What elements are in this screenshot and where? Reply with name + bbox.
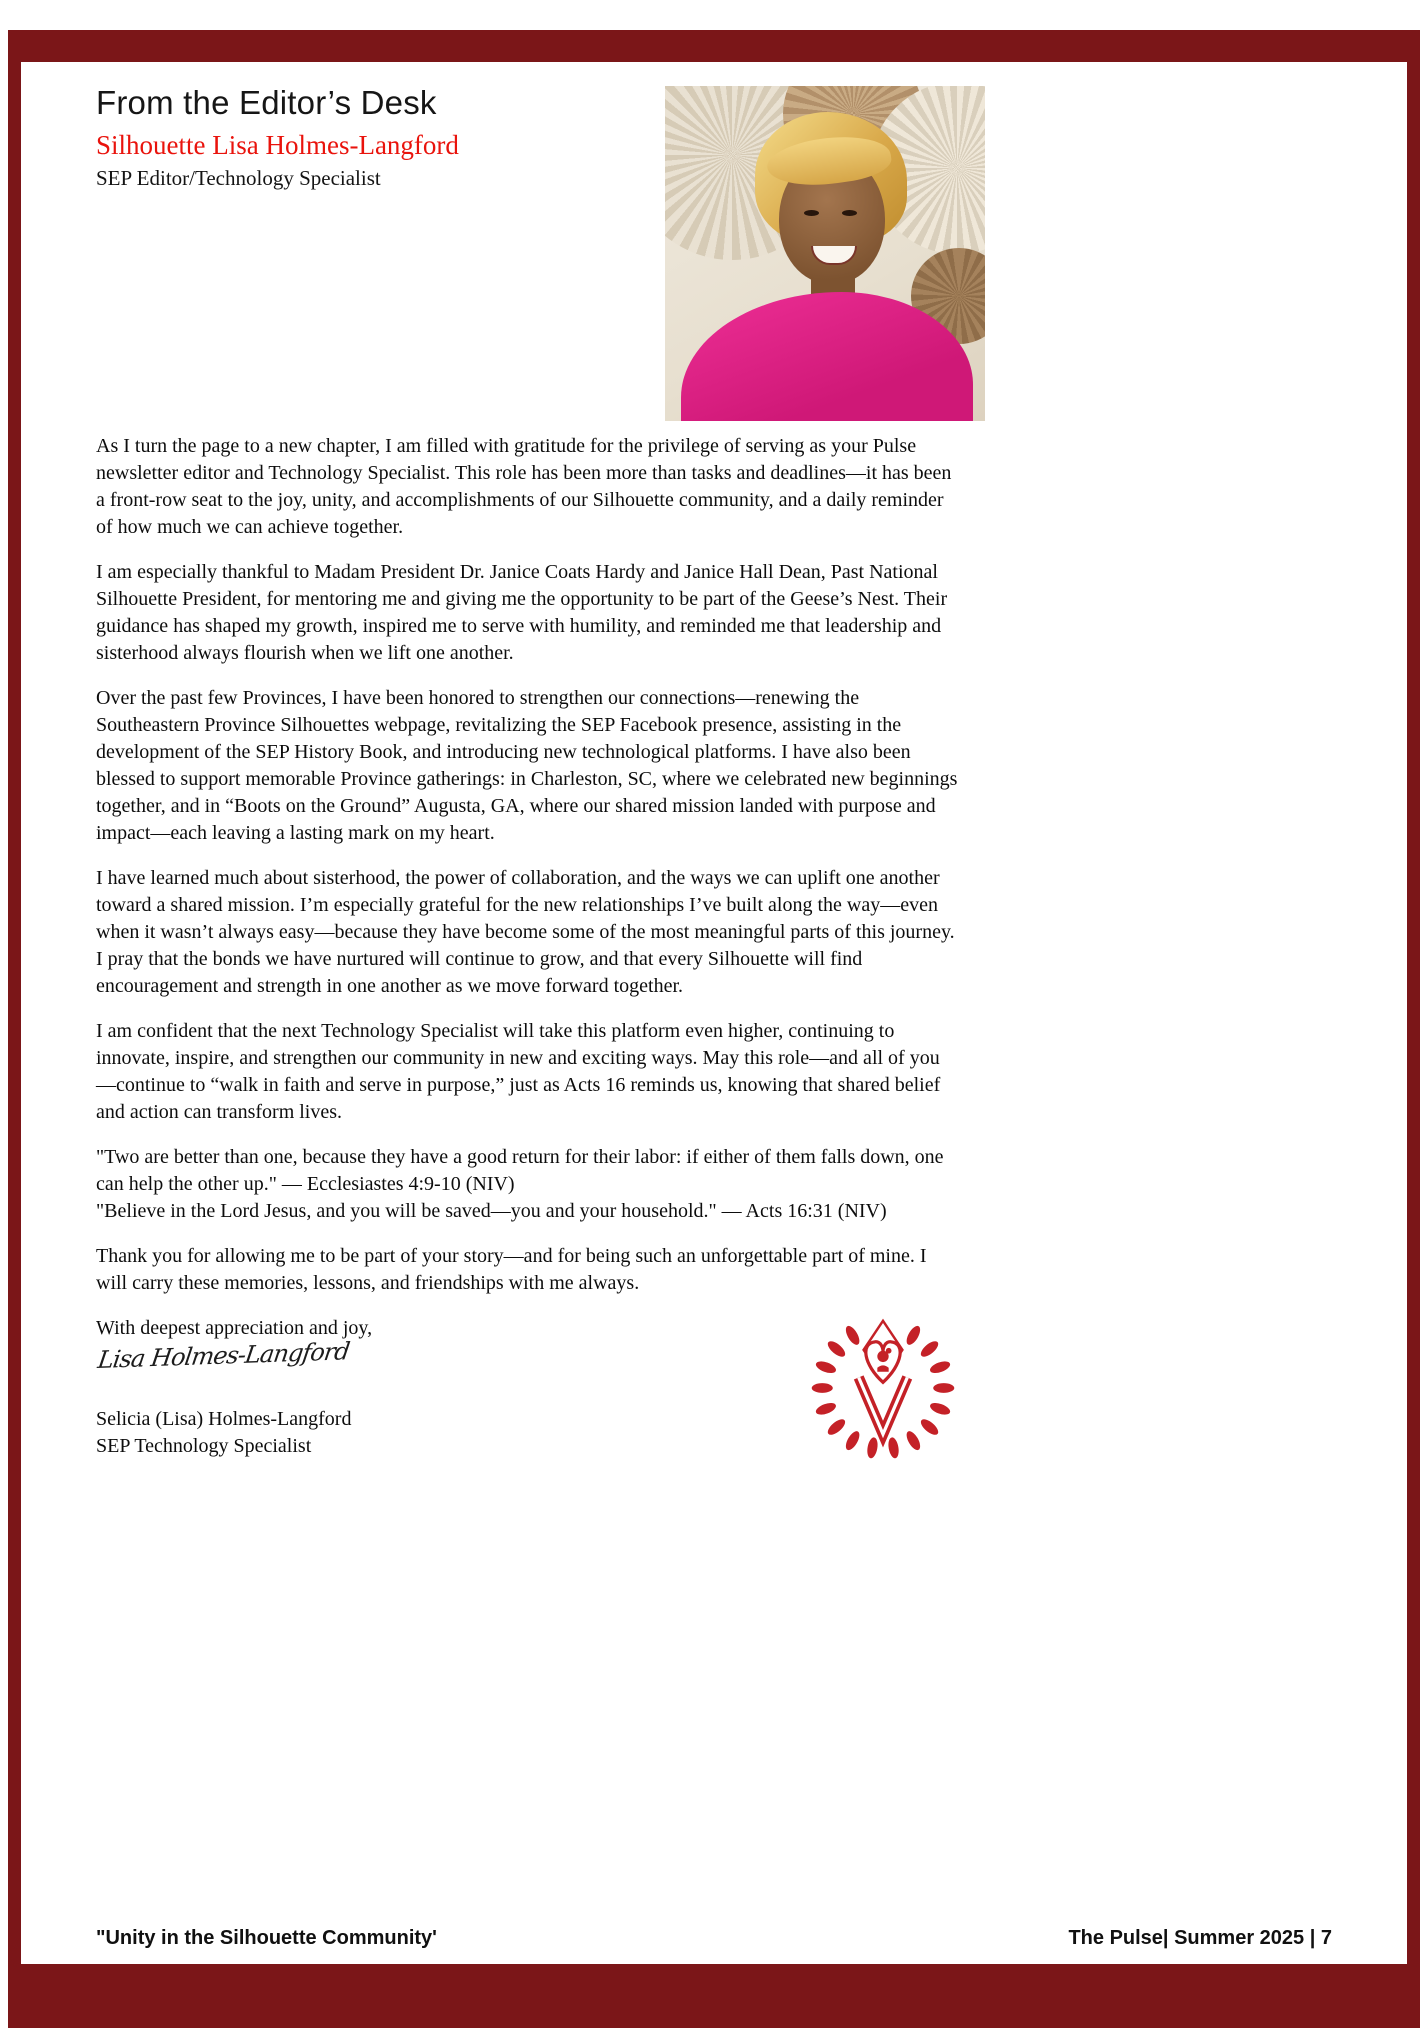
letter-paragraph: Over the past few Provinces, I have been honored to strengthen our connections—renewing the Southeastern Province Silhouettes webpage, revitalizing the SEP Facebook presence, assisting in the development of the SEP History Book, and introducing new technological platforms. I have also been blessed to support memorable Province gatherings: in Charleston, SC, where we celebrated new beginnings together, and in “Boots on the Ground” Augusta, GA, where our shared mission landed with purpose and impact—each leaving a lasting mark on my heart.	[96, 687, 958, 844]
letter-paragraph: Thank you for allowing me to be part of your story—and for being such an unforgettable part of mine. I will carry these memories, lessons, and friendships with me always.	[96, 1245, 927, 1294]
v-monogram-icon	[859, 1377, 908, 1434]
editor-smile	[811, 246, 857, 265]
scripture-quote: "Believe in the Lord Jesus, and you will be saved—you and your household." — Acts 16:31 (NIV)	[96, 1200, 887, 1222]
page-title: From the Editor’s Desk	[96, 84, 437, 121]
scripture-quote: "Two are better than one, because they have a good return for their labor: if either of them falls down, one can help the other up." — Ecclesiastes 4:9-10 (NIV)	[96, 1146, 944, 1195]
silhouettes-crest-logo	[802, 1288, 964, 1488]
page-footer	[96, 1927, 1332, 1950]
editor-eye	[842, 210, 857, 216]
footer-issue-page: The Pulse| Summer 2025 | 7	[1068, 1927, 1332, 1949]
scripture-quotes	[96, 1144, 958, 1225]
letter-paragraph: I am especially thankful to Madam President Dr. Janice Coats Hardy and Janice Hall Dean, Past National Silhouette President, for mentoring me and giving me the opportunity to be part of the Geese’s Nest. Their guidance has shaped my growth, inspired me to serve with humility, and reminded me that leadership and sisterhood always flourish when we lift one another.	[96, 561, 948, 664]
page-border-right	[1407, 30, 1420, 2028]
footer-motto: "Unity in the Silhouette Community'	[96, 1927, 437, 1949]
page-border-left	[8, 30, 21, 2028]
letter-closing: With deepest appreciation and joy,	[96, 1317, 373, 1339]
letter-paragraph: I have learned much about sisterhood, the power of collaboration, and the ways we can uplift one another toward a shared mission. I’m especially grateful for the new relationships I’ve built along the way—even when it wasn’t always easy—because they have become some of the most meaningful parts of this journey. I pray that the bonds we have nurtured will continue to grow, and that every Silhouette will find encouragement and strength in one another as we move forward together.	[96, 867, 955, 997]
editor-full-name: Selicia (Lisa) Holmes-Langford	[96, 1408, 352, 1431]
editor-eye	[804, 210, 819, 216]
page-border-bottom	[8, 1964, 1420, 2028]
editor-role: SEP Editor/Technology Specialist	[96, 166, 381, 190]
page-border-top	[8, 30, 1420, 62]
editor-photo	[665, 86, 985, 421]
letter-paragraph: As I turn the page to a new chapter, I am filled with gratitude for the privilege of serving as your Pulse newsletter editor and Technology Specialist. This role has been more than tasks and deadlines—it has been a front-row seat to the joy, unity, and accomplishments of our Silhouette community, and a daily reminder of how much we can achieve together.	[96, 435, 952, 538]
letter-paragraph: I am confident that the next Technology Specialist will take this platform even higher, continuing to innovate, inspire, and strengthen our community in new and exciting ways. May this role—and all of you—continue to “walk in faith and serve in purpose,” just as Acts 16 reminds us, knowing that shared belief and action can transform lives.	[96, 1020, 941, 1123]
editor-name: Silhouette Lisa Holmes-Langford	[96, 130, 459, 160]
editor-desk-header	[96, 84, 459, 191]
editor-signature: Lisa Holmes-Langford	[96, 1337, 351, 1374]
editor-title: SEP Technology Specialist	[96, 1435, 312, 1458]
